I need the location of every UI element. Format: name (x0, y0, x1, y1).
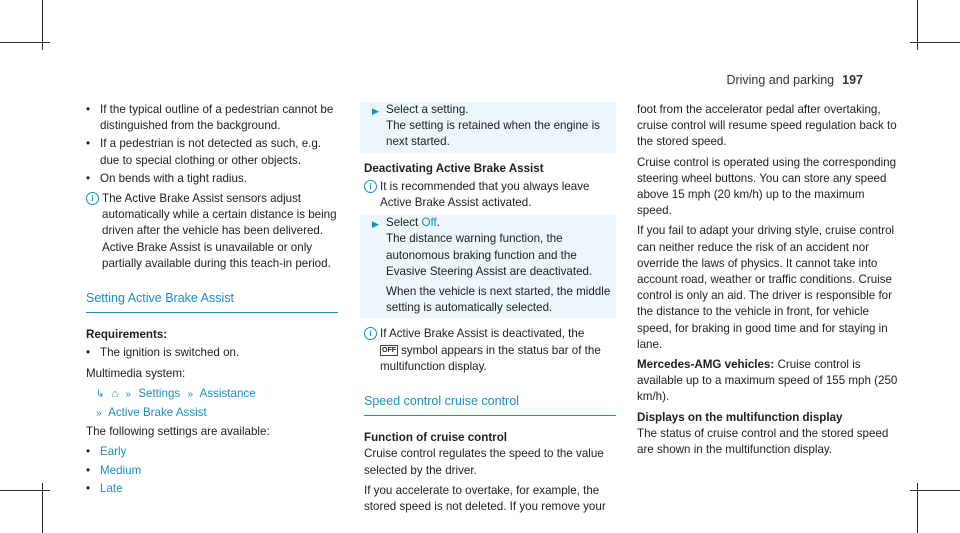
settings-intro: The following settings are available: (86, 425, 270, 439)
path-settings: Settings (138, 386, 181, 400)
note-text: symbol appears in the status bar of the multifunction display. (380, 343, 601, 373)
step-result: The setting is retained when the engine is next started. (386, 119, 600, 149)
page-number: 197 (842, 73, 863, 87)
menu-path-cont (96, 405, 338, 422)
step (372, 215, 612, 316)
paragraph: foot from the accelerator pedal after overtaking, cruise control will resume speed regulation back to the stored speed. (637, 103, 897, 149)
crop-mark (910, 490, 960, 491)
requirements-label: Requirements: (86, 328, 168, 342)
running-header (726, 72, 863, 88)
step-arrow-icon: ▶ (372, 219, 379, 230)
info-note (86, 191, 338, 272)
home-icon: ⌂ (111, 387, 119, 400)
amg-label: Mercedes-AMG vehicles: (637, 358, 775, 372)
note-text: It is recommended that you always leave Active Brake Assist activated. (380, 179, 590, 210)
step-result: The distance warning function, the autonomous braking function and the Evasive Steering Assist are deactivated. (386, 232, 593, 278)
double-chevron-icon: » (125, 388, 132, 400)
step-block (360, 215, 616, 318)
column-3 (637, 102, 899, 462)
options-list (86, 444, 338, 497)
crop-mark (0, 42, 50, 43)
crop-mark (910, 42, 960, 43)
amg-paragraph (637, 357, 899, 406)
list-item: • If a pedestrian is not detected as such, e.g. due to special clothing or other objects. (86, 136, 338, 168)
note-text: The Active Brake Assist sensors adjust automatically while a certain distance is being driven after the vehicle has been delivered. Active Brake Assist is unavailable or only partially available during this teach-in period. (102, 192, 337, 270)
step-prefix: Select (386, 216, 422, 230)
section-title: Setting Active Brake Assist (86, 290, 338, 313)
info-icon: i (86, 192, 99, 205)
step (372, 102, 612, 151)
abs-off-symbol-icon: OFF (382, 347, 396, 355)
option-late: • Late (86, 481, 338, 497)
double-chevron-icon: » (187, 388, 194, 400)
menu-path (96, 386, 338, 403)
double-chevron-icon: » (96, 408, 102, 420)
path-arrow-icon: ↳ (96, 388, 105, 400)
path-active-brake-assist: Active Brake Assist (108, 406, 207, 420)
crop-mark (0, 490, 50, 491)
column-1 (86, 102, 338, 501)
section-name: Driving and parking (726, 73, 835, 87)
info-icon: i (364, 327, 377, 340)
paragraph: Cruise control is operated using the corresponding steering wheel buttons. You can store any speed above 15 mph (20 km/h) up to the maximum speed. (637, 155, 897, 218)
note-text: If Active Brake Assist is deactivated, the (380, 327, 585, 341)
step-text (386, 215, 612, 231)
section-title: Speed control cruise control (364, 393, 616, 416)
subsection-title: Function of cruise control (364, 431, 507, 445)
conditions-list (86, 102, 338, 187)
step-block (360, 102, 616, 153)
step-result: When the vehicle is next started, the middle setting is automatically selected. (386, 285, 611, 315)
step-arrow-icon: ▶ (372, 106, 379, 116)
info-note (364, 179, 616, 211)
step-suffix: . (436, 216, 440, 230)
amg-text: Cruise control is available up to a maximum speed of 155 mph (250 km/h). (637, 358, 898, 404)
paragraph: If you accelerate to overtake, for example, the stored speed is not deleted. If you remove your (364, 483, 606, 514)
subsection-title: Displays on the multifunction display (637, 410, 843, 424)
step-text: Select a setting. (386, 103, 469, 116)
list-item: • On bends with a tight radius. (86, 171, 338, 187)
option-early: • Early (86, 444, 338, 460)
list-item: • The ignition is switched on. (86, 345, 338, 361)
subsection-title: Deactivating Active Brake Assist (364, 161, 544, 175)
paragraph: Cruise control regulates the speed to the value selected by the driver. (364, 447, 604, 477)
option-off: Off (421, 216, 437, 230)
list-item: • If the typical outline of a pedestrian cannot be distinguished from the background. (86, 102, 338, 134)
multimedia-label: Multimedia system: (86, 366, 186, 380)
option-medium: • Medium (86, 463, 338, 479)
column-2 (364, 102, 616, 519)
paragraph: If you fail to adapt your driving style, cruise control can neither reduce the risk of an accident nor override the laws of physics. It cannot take into account road, weather or traffic conditions. Cruise control is only an aid. The driver is responsible for the distance to the vehicle in front, for vehicle speed, for braking in good time and for staying in lane. (637, 224, 895, 351)
info-icon: i (364, 180, 377, 193)
info-note (364, 326, 616, 375)
path-assistance: Assistance (199, 386, 256, 400)
paragraph: The status of cruise control and the stored speed are shown in the multifunction display. (637, 426, 889, 457)
requirements-list (86, 345, 338, 361)
